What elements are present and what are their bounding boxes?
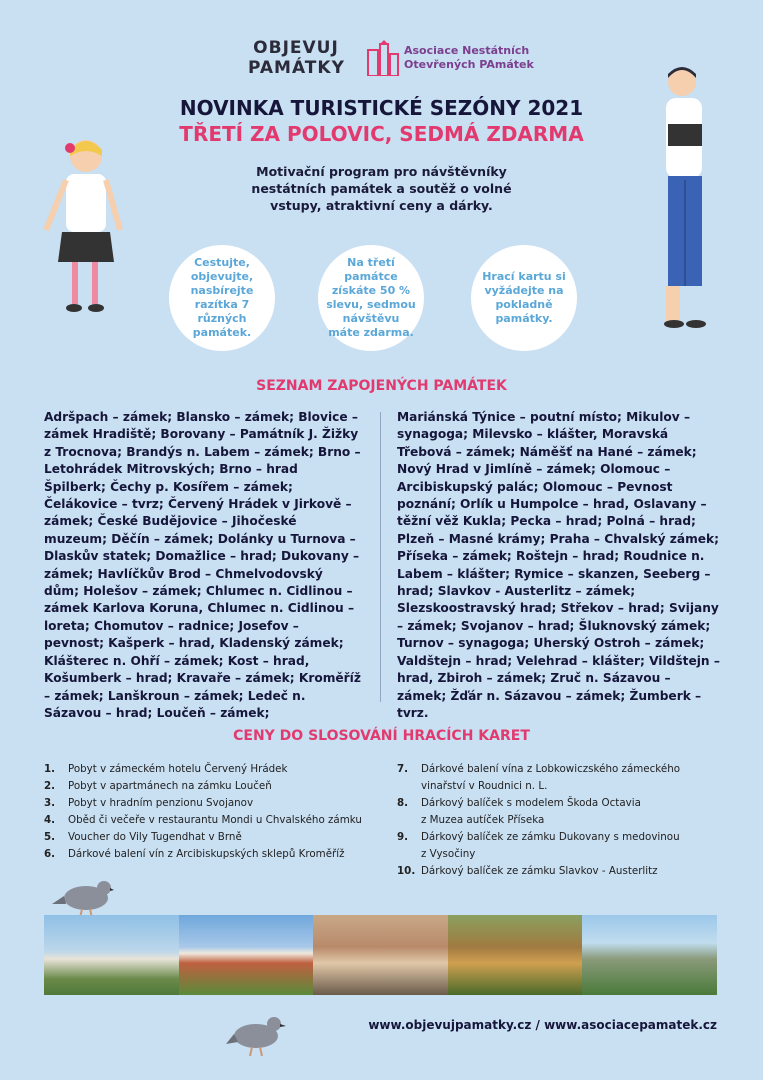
prize-number: 4.: [44, 814, 56, 826]
prize-number: 1.: [44, 763, 56, 775]
prize-number: 7.: [397, 763, 409, 775]
info-circle-1: [169, 245, 275, 351]
intro-text: Motivační program pro návštěvníky nestátních památek a soutěž o volné vstupy, atraktivní ceny a dárky.: [251, 164, 512, 213]
prize-item: [44, 761, 374, 778]
headline: NOVINKA TURISTICKÉ SEZÓNY 2021: [179, 96, 584, 120]
pigeon-icon: [226, 1010, 288, 1056]
prize-text-cont: z Vysočiny: [421, 848, 476, 860]
prize-text: Pobyt v hradním penzionu Svojanov: [68, 797, 254, 809]
logo-line2: PAMÁTKY: [248, 58, 345, 78]
prize-item: [397, 863, 727, 880]
monuments-list-left: Adršpach – zámek; Blansko – zámek; Blovice – zámek Hradiště; Borovany – Památník J. Žižky z Trocnova; Brandýs n. Labem – zámek; Brno – Letohrádek Mitrovských; Brno – hrad Špilberk; Čechy p. Kosířem – zámek; Čelákovice – tvrz; Červený Hrádek v Jirkově – zámek; České Budějovice – Jihočeské muzeum; Děčín – zámek; Dolánky u Turnova – Dlaskův statek; Domažlice – hrad; Dukovany – zámek; Havlíčkův Brod – Chmelvodovský dům; Holešov – zámek; Chlumec n. Cidlinou – zámek Karlova Koruna, Chlumec n. Cidlinou – loreta; Chomutov – radnice; Josefov – pevnost; Kašperk – hrad, Kladenský zámek; Klášterec n. Ohří – zámek; Kost – hrad, Košumberk – hrad; Kravaře – zámek; Kroměříž – zámek; Lanškroun – zámek; Ledeč n. Sázavou – hrad; Loučeň – zámek;: [44, 410, 361, 720]
prizes-title: CENY DO SLOSOVÁNÍ HRACÍCH KARET: [233, 728, 530, 744]
prize-item: [397, 829, 727, 846]
prize-number: 8.: [397, 797, 409, 809]
footer-websites: www.objevujpamatky.cz / www.asociacepamatek.cz: [368, 1018, 717, 1032]
info-circle-2: [318, 245, 424, 351]
prize-item: [44, 829, 374, 846]
info-circle-text: Hrací kartu si vyžádejte na pokladně památky.: [482, 270, 566, 325]
asociace-logo: [404, 44, 564, 72]
asociace-line1: Asociace Nestátních: [404, 44, 530, 57]
prize-text: Oběd či večeře v restaurantu Mondi u Chvalského zámku: [68, 814, 362, 826]
prize-text-cont: vinařství v Roudnici n. L.: [421, 780, 548, 792]
monuments-list-title: SEZNAM ZAPOJENÝCH PAMÁTEK: [256, 378, 507, 394]
prize-text: Dárkový balíček ze zámku Slavkov - Austerlitz: [421, 865, 658, 877]
prize-text: Voucher do Vily Tugendhat v Brně: [68, 831, 242, 843]
prize-text: Dárkové balení vín z Arcibiskupských sklepů Kroměříž: [68, 848, 345, 860]
prize-text: Pobyt v zámeckém hotelu Červený Hrádek: [68, 763, 288, 775]
pigeon-icon: [52, 874, 114, 918]
castle-photo-2: [179, 915, 314, 995]
asociace-line2: Otevřených PAmátek: [404, 58, 534, 71]
prize-text: Dárkový balíček s modelem Škoda Octavia: [421, 797, 641, 809]
monuments-list-right: Mariánská Týnice – poutní místo; Mikulov – synagoga; Milevsko – klášter, Moravská Třebová – zámek; Náměšť na Hané – zámek; Nový Hrad v Jimlíně – zámek; Olomouc – Arcibiskupský palác; Olomouc – Pevnost poznání; Orlík u Humpolce – hrad, Oslavany – těžní věž Kukla; Pecka – hrad; Polná – hrad; Plzeň – Masné krámy; Praha – Chvalský zámek; Příseka – zámek; Roštejn – hrad; Roudnice n. Labem – klášter; Rymice – skanzen, Seeberg – hrad; Slavkov - Austerlitz – zámek; Slezskoostravský hrad; Střekov – hrad; Svijany – zámek; Svojanov – hrad; Šluknovský zámek; Turnov – synagoga; Uherský Ostroh – zámek; Valdštejn – hrad; Velehrad – klášter; Vildštejn – hrad, Zbiroh – zámek; Zruč n. Sázavou – zámek; Žďár n. Sázavou – zámek; Žumberk – tvrz.: [397, 410, 720, 720]
prize-item: [44, 795, 374, 812]
prize-item: [44, 812, 374, 829]
prize-number: 5.: [44, 831, 56, 843]
info-circle-3: [471, 245, 577, 351]
prize-text-cont: z Muzea autíček Příseka: [421, 814, 545, 826]
prize-number: 2.: [44, 780, 56, 792]
prize-number: 6.: [44, 848, 56, 860]
prize-text: Dárkový balíček ze zámku Dukovany s medovinou: [421, 831, 680, 843]
prize-number: 10.: [397, 865, 416, 877]
castle-photo-1: [44, 915, 179, 995]
castle-icon: [366, 40, 400, 76]
objevuj-pamatky-logo: [248, 38, 344, 78]
prize-text: Pobyt v apartmánech na zámku Loučeň: [68, 780, 272, 792]
column-divider: [380, 412, 381, 702]
castle-photo-5: [582, 915, 717, 995]
boy-illustration: [640, 66, 720, 328]
prize-item: [44, 778, 374, 795]
prize-item: [397, 761, 727, 778]
castle-photo-strip: [44, 915, 717, 995]
castle-photo-4: [448, 915, 583, 995]
prize-text: Dárkové balení vína z Lobkowiczského zámeckého: [421, 763, 681, 775]
subheadline: TŘETÍ ZA POLOVIC, SEDMÁ ZDARMA: [179, 122, 584, 146]
prizes-list-left: [44, 761, 374, 863]
prize-number: 9.: [397, 831, 409, 843]
prize-item: [397, 795, 727, 812]
prizes-list-right: [397, 761, 727, 880]
prize-item: [44, 846, 374, 863]
info-circle-text: Na třetí památce získáte 50 % slevu, sedmou návštěvu máte zdarma.: [326, 256, 416, 339]
prize-number: 3.: [44, 797, 56, 809]
info-circle-text: Cestujte, objevujte, nasbírejte razítka 7 různých památek.: [190, 256, 254, 339]
logo-line1: OBJEVUJ: [253, 38, 339, 58]
girl-illustration: [40, 136, 125, 320]
castle-photo-3: [313, 915, 448, 995]
